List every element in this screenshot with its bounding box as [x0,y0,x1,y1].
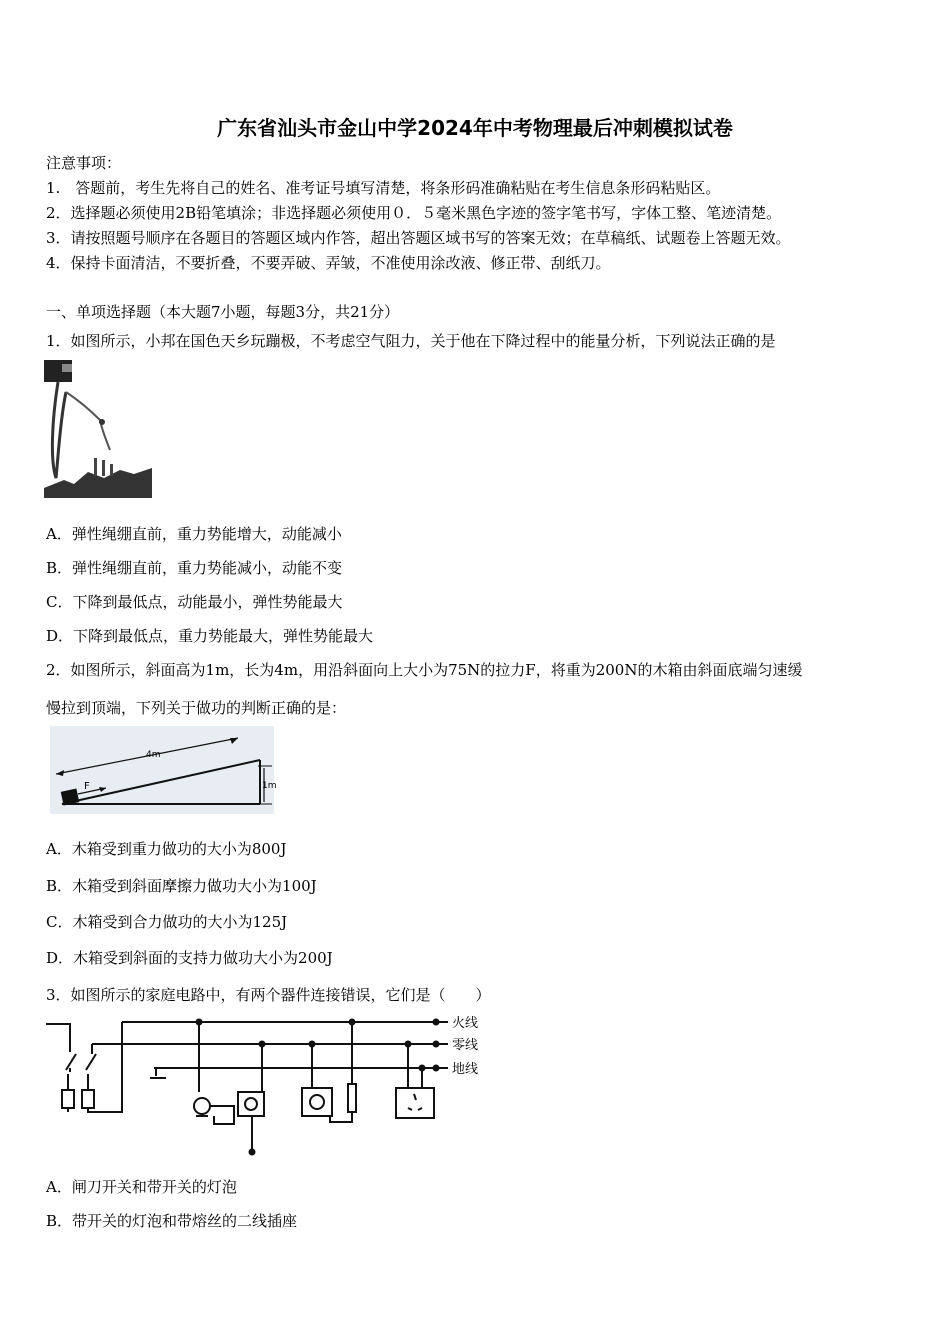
incline-length-label: 4m [146,750,161,760]
bungee-figure [44,360,152,498]
ground-wire-label: 地线 [452,1062,479,1077]
question-3-stem: 3．如图所示的家庭电路中，有两个器件连接错误，它们是（ ） [46,986,491,1004]
page-title: 广东省汕头市金山中学2024年中考物理最后冲刺模拟试卷 [217,116,733,140]
question-2-stem-line1: 2．如图所示，斜面高为1m，长为4m，用沿斜面向上大小为75N的拉力F，将重为200N的木箱由斜面底端匀速缓 [46,661,803,679]
q2-option-b: B．木箱受到斜面摩擦力做功大小为100J [46,877,317,895]
q3-option-b: B．带开关的灯泡和带熔丝的二线插座 [46,1212,298,1230]
q2-option-a: A．木箱受到重力做功的大小为800J [46,840,287,858]
circuit-figure [44,1012,488,1158]
q1-option-b: B．弹性绳绷直前，重力势能减小，动能不变 [46,559,343,577]
question-2-stem-line2: 慢拉到顶端，下列关于做功的判断正确的是： [46,699,347,717]
incline-force-label: F [84,781,90,792]
q2-option-d: D．木箱受到斜面的支持力做功大小为200J [46,949,333,967]
notice-heading: 注意事项： [46,154,122,172]
notice-item: 2．选择题必须使用2B铅笔填涂；非选择题必须使用０．５毫米黑色字迹的签字笔书写，字体工整、笔迹清楚。 [46,204,782,222]
question-1-stem: 1．如图所示，小邦在国色天乡玩蹦极，不考虑空气阻力，关于他在下降过程中的能量分析，下列说法正确的是 [46,332,776,350]
live-wire-label: 火线 [452,1016,479,1031]
q1-option-a: A．弹性绳绷直前，重力势能增大，动能减小 [46,525,342,543]
q3-option-a: A．闸刀开关和带开关的灯泡 [46,1178,237,1196]
q1-option-c: C．下降到最低点，动能最小，弹性势能最大 [46,593,343,611]
incline-figure [50,726,277,814]
notice-item: 4．保持卡面清洁，不要折叠，不要弄破、弄皱，不准使用涂改液、修正带、刮纸刀。 [46,254,611,272]
notice-item: 3．请按照题号顺序在各题目的答题区域内作答，超出答题区域书写的答案无效；在草稿纸、试题卷上答题无效。 [46,229,791,247]
neutral-wire-label: 零线 [452,1038,479,1053]
section-heading: 一、单项选择题（本大题7小题，每题3分，共21分） [46,303,400,321]
q1-option-d: D．下降到最低点，重力势能最大，弹性势能最大 [46,627,374,645]
notice-item: 1. 答题前，考生先将自己的姓名、准考证号填写清楚，将条形码准确粘贴在考生信息条形码粘贴区。 [46,179,721,197]
q2-option-c: C．木箱受到合力做功的大小为125J [46,913,288,931]
incline-height-label: 1m [262,781,277,791]
